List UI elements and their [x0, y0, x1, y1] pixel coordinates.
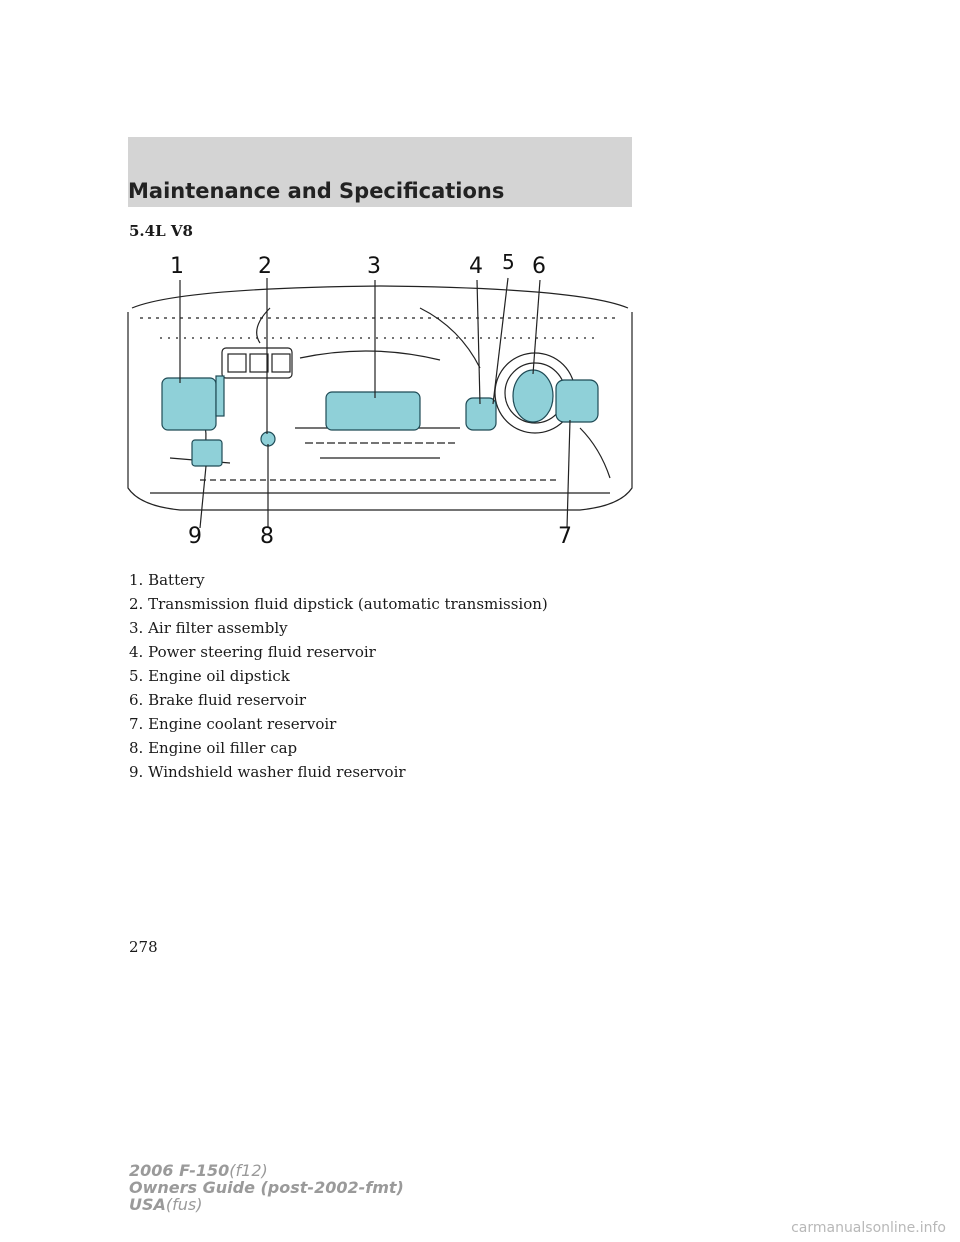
legend-item: 4. Power steering fluid reservoir [129, 643, 376, 661]
callout-4: 4 [469, 254, 483, 279]
legend-item: 3. Air filter assembly [129, 619, 288, 637]
footer-model: 2006 F-150 [129, 1161, 230, 1180]
callout-7: 7 [558, 524, 572, 549]
legend-item: 5. Engine oil dipstick [129, 667, 290, 685]
footer-region-code: (fus) [165, 1195, 203, 1214]
callout-layer [120, 248, 640, 558]
legend-item: 1. Battery [129, 571, 205, 589]
footer-model-code: (f12) [229, 1161, 268, 1180]
legend-item: 8. Engine oil filler cap [129, 739, 298, 757]
footer-region: USA [129, 1195, 166, 1214]
page-number: 278 [129, 938, 158, 956]
page-title: Maintenance and Specifications [128, 179, 505, 203]
footer-guide: Owners Guide (post-2002-fmt) [129, 1178, 404, 1197]
document-footer [129, 1162, 404, 1213]
legend-item: 9. Windshield washer fluid reservoir [129, 763, 406, 781]
callout-3: 3 [367, 254, 381, 279]
section-title: 5.4L V8 [129, 222, 193, 240]
legend-item: 2. Transmission fluid dipstick (automatic transmission) [129, 595, 548, 613]
callout-5: 5 [502, 250, 515, 274]
callout-6: 6 [532, 254, 546, 279]
callout-9: 9 [188, 524, 202, 549]
legend-item: 6. Brake fluid reservoir [129, 691, 307, 709]
callout-2: 2 [258, 254, 272, 279]
component-legend [129, 568, 548, 784]
watermark: carmanualsonline.info [791, 1220, 946, 1236]
callout-1: 1 [170, 254, 184, 279]
header-band [128, 137, 632, 207]
callout-8: 8 [260, 524, 274, 549]
legend-item: 7. Engine coolant reservoir [129, 715, 337, 733]
